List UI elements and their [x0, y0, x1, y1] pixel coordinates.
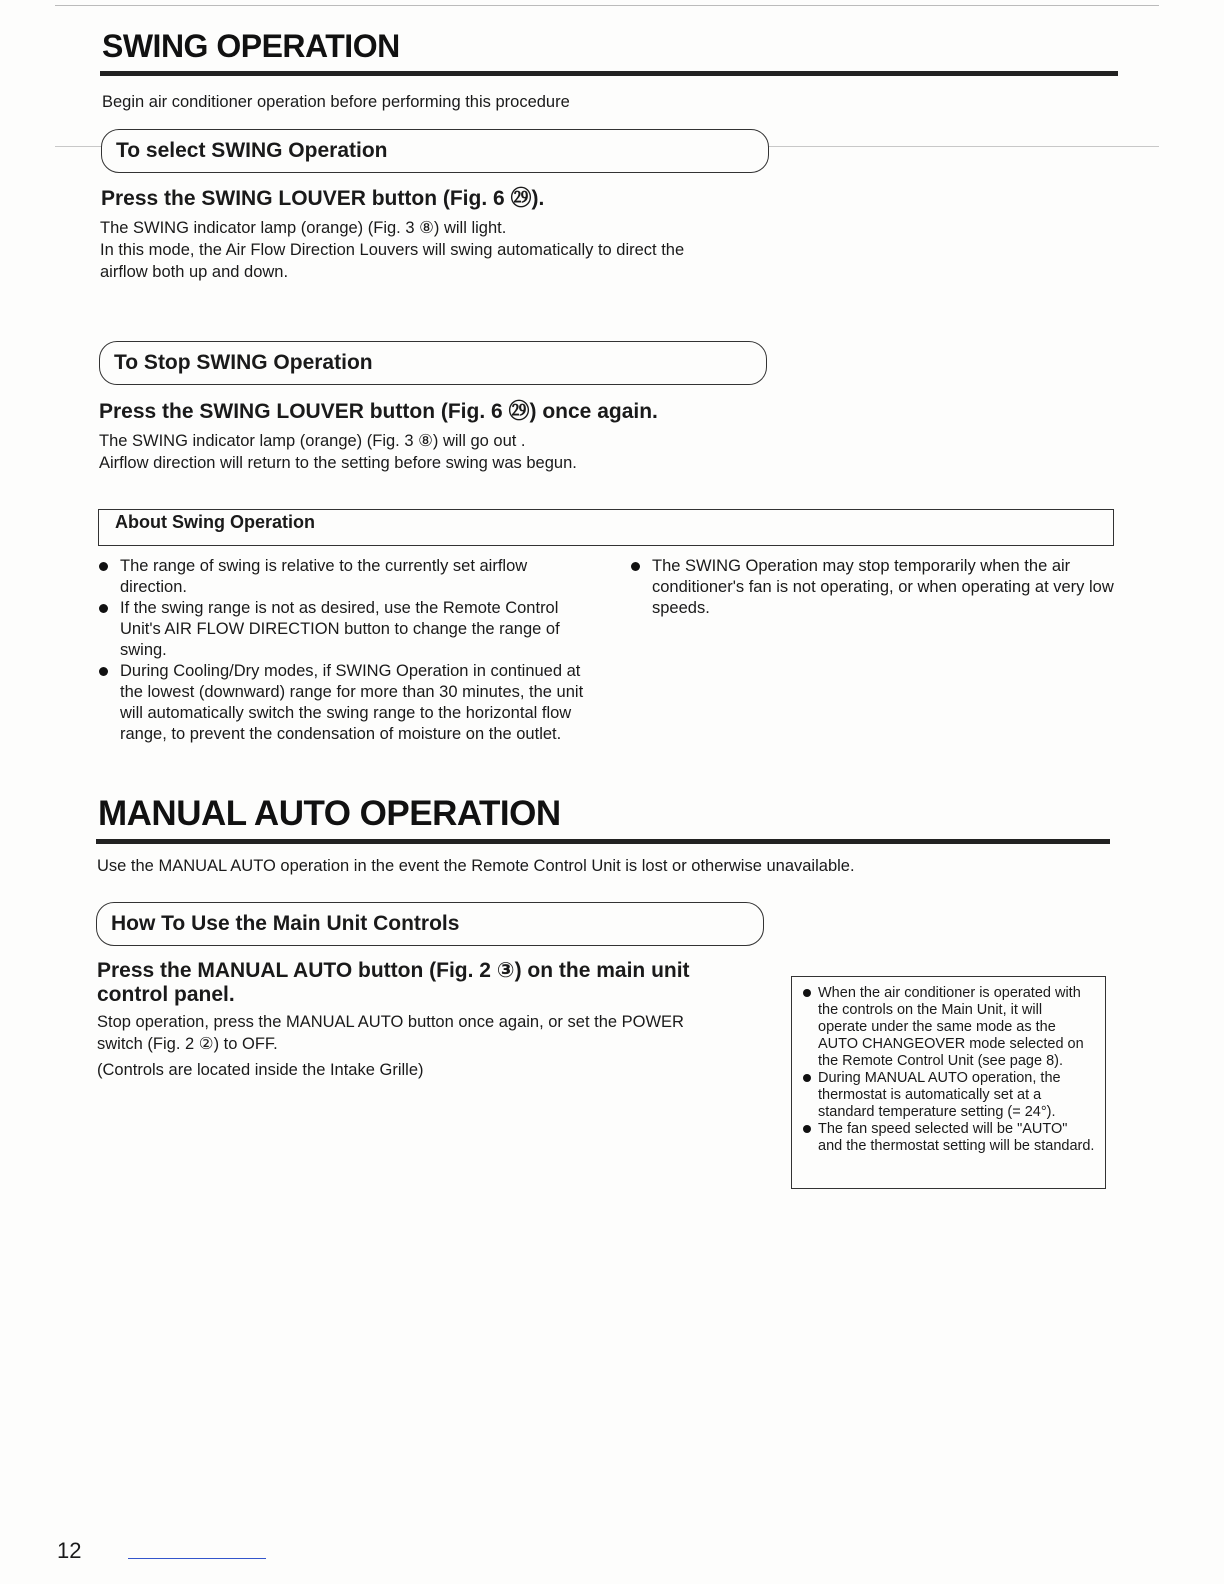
text-line: Stop operation, press the MANUAL AUTO button once again, or set the POWER — [97, 1013, 684, 1031]
text-line: switch (Fig. 2 ②) to OFF. — [97, 1035, 278, 1053]
list-item: The SWING Operation may stop temporarily when the air conditioner's fan is not operating, or when operating at very low speeds. — [630, 556, 1116, 619]
top-border-line — [55, 5, 1159, 6]
select-swing-press: Press the SWING LOUVER button (Fig. 6 ㉙). — [101, 187, 545, 210]
list-item: During MANUAL AUTO operation, the thermostat is automatically set at a standard temperature setting (= 24°). — [802, 1070, 1095, 1121]
footer-line — [128, 1558, 266, 1559]
main-unit-controls-heading — [96, 902, 764, 946]
text-line: The SWING indicator lamp (orange) (Fig. 3 ⑧) will go out . — [99, 432, 526, 450]
swing-title: SWING OPERATION — [102, 28, 400, 64]
manual-intro: Use the MANUAL AUTO operation in the event the Remote Control Unit is lost or otherwise unavailable. — [97, 857, 855, 875]
text-line: control panel. — [97, 983, 235, 1006]
about-swing-heading — [98, 509, 1114, 546]
manual-auto-press — [97, 959, 777, 1007]
select-swing-heading-text: To select SWING Operation — [116, 139, 388, 162]
stop-swing-description — [99, 430, 799, 474]
text-line: airflow both up and down. — [100, 263, 289, 281]
text-line: The SWING indicator lamp (orange) (Fig. 3 ⑧) will light. — [100, 219, 507, 237]
text-line: Press the MANUAL AUTO button (Fig. 2 ③) on the main unit — [97, 959, 690, 982]
about-swing-heading-text: About Swing Operation — [115, 512, 315, 532]
list-item: When the air conditioner is operated with the controls on the Main Unit, it will operate under the same mode as the AUTO CHANGEOVER mode selected on the Remote Control Unit (see page 8). — [802, 985, 1095, 1070]
page-number: 12 — [57, 1538, 82, 1563]
about-swing-right-list — [630, 556, 1116, 619]
list-item: If the swing range is not as desired, use the Remote Control Unit's AIR FLOW DIRECTION button to change the range of swing. — [98, 598, 588, 661]
manual-title: MANUAL AUTO OPERATION — [98, 794, 561, 833]
text-line: Airflow direction will return to the setting before swing was begun. — [99, 454, 577, 472]
stop-swing-heading — [99, 341, 767, 385]
manual-auto-controls-note: (Controls are located inside the Intake Grille) — [97, 1061, 424, 1079]
manual-auto-stop-text — [97, 1011, 787, 1055]
manual-title-rule — [96, 839, 1110, 844]
about-swing-left-list — [98, 556, 588, 745]
list-item: The fan speed selected will be "AUTO" and the thermostat setting will be standard. — [802, 1121, 1095, 1155]
select-swing-heading — [101, 129, 769, 173]
text-line: In this mode, the Air Flow Direction Louvers will swing automatically to direct the — [100, 241, 685, 259]
stop-swing-heading-text: To Stop SWING Operation — [114, 351, 373, 374]
list-item: The range of swing is relative to the currently set airflow direction. — [98, 556, 588, 598]
main-unit-controls-heading-text: How To Use the Main Unit Controls — [111, 912, 460, 935]
manual-auto-notes-box — [791, 976, 1106, 1189]
list-item: During Cooling/Dry modes, if SWING Operation in continued at the lowest (downward) range for more than 30 minutes, the unit will automatically switch the swing range to the horizontal flow range, to prevent the condensation of moisture on the outlet. — [98, 661, 588, 745]
swing-title-rule — [100, 71, 1118, 76]
select-swing-description — [100, 217, 800, 283]
stop-swing-press: Press the SWING LOUVER button (Fig. 6 ㉙) once again. — [99, 400, 658, 423]
swing-intro: Begin air conditioner operation before performing this procedure — [102, 93, 570, 111]
